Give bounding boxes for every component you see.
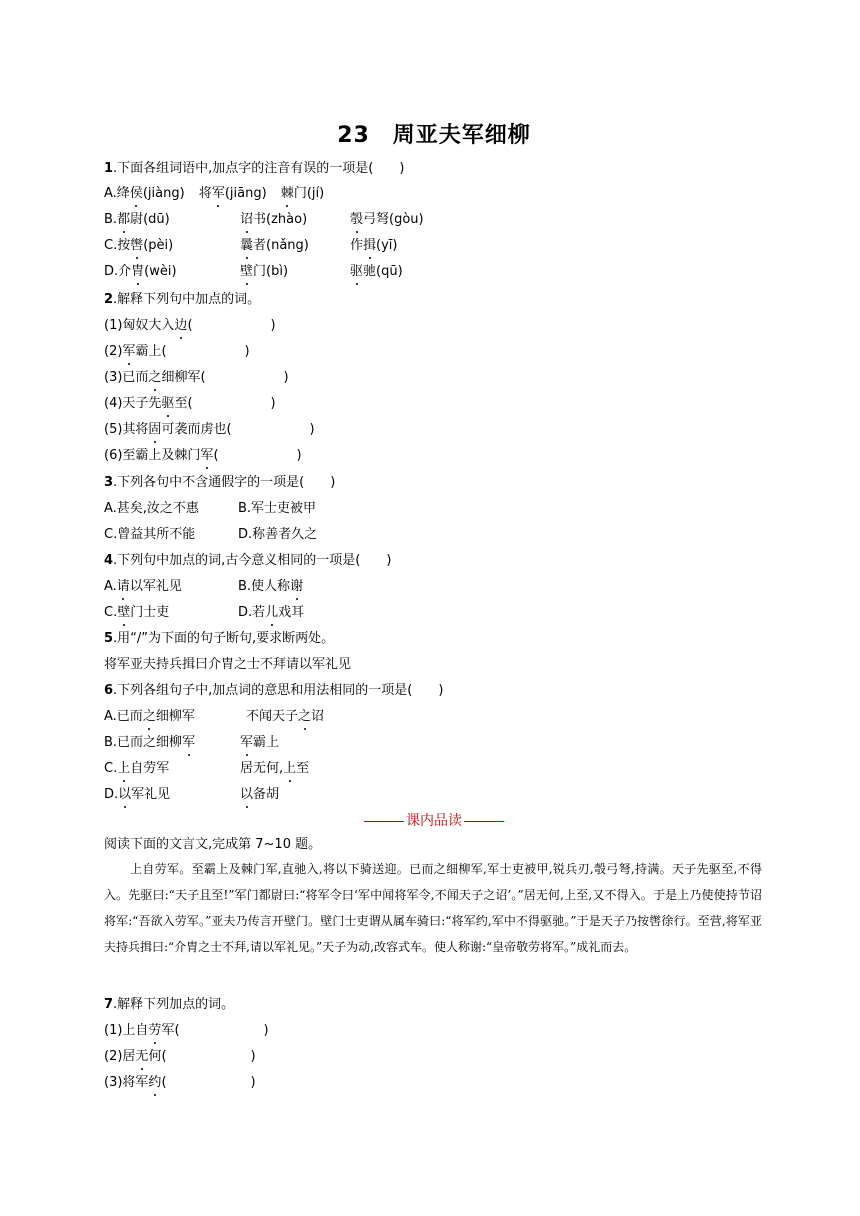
q1-a-3: 棘门(jí) xyxy=(280,186,325,201)
q3-stem: 3.下列各句中不含通假字的一项是( ) xyxy=(104,475,336,490)
q1-stem: 1.下面各组词语中,加点字的注音有误的一项是( ) xyxy=(104,161,405,176)
section-rule-left xyxy=(364,821,404,822)
q5-stem: 5.用“/”为下面的句子断句,要求断两处。 xyxy=(104,631,335,646)
section-rule-right xyxy=(464,821,504,822)
q6-stem: 6.下列各组句子中,加点词的意思和用法相同的一项是( ) xyxy=(104,683,444,698)
q2-item-2: (2)军霸上( ) xyxy=(104,344,250,359)
q2-item-4: (4)天子先驱至( ) xyxy=(104,396,276,411)
q7-item-3: (3)将军约( ) xyxy=(104,1075,256,1090)
q2-item-5: (5)其将固可袭而虏也( ) xyxy=(104,422,315,437)
q5-sentence: 将军亚夫持兵揖曰介胄之士不拜请以军礼见 xyxy=(104,657,352,672)
q7-stem: 7.解释下列加点的词。 xyxy=(104,997,235,1012)
q1-a-2: 将军(jiāng) xyxy=(198,186,267,201)
q1-option-a xyxy=(104,185,764,203)
section-header: 课内品读 xyxy=(104,810,764,830)
reading-intro: 阅读下面的文言文,完成第 7~10 题。 xyxy=(104,837,322,852)
q4-stem: 4.下列句中加点的词,古今意义相同的一项是( ) xyxy=(104,553,392,568)
page-title: 23 周亚夫军细柳 xyxy=(337,123,531,148)
reading-passage: 上自劳军。至霸上及棘门军,直驰入,将以下骑送迎。已而之细柳军,军士吏被甲,锐兵刃,彀弓弩,持满。天子先驱至,不得入。先驱曰:“天子且至!”军门都尉曰:“将军令曰‘军中闻将军令,不闻天子之诏’。”居无何,上至,又不得入。于是上乃使使持节诏将军:“吾欲入劳军。”亚夫乃传言开壁门。壁门士吏谓从属车骑曰:“将军约,军中不得驱驰。”于是天子乃按辔徐行。至营,将军亚夫持兵揖曰:“介胄之士不拜,请以军礼见。”天子为动,改容式车。使人称谢:“皇帝敬劳将军。”成礼而去。 xyxy=(104,862,762,954)
q2-stem: 2.解释下列句中加点的词。 xyxy=(104,292,261,307)
q2-item-1: (1)匈奴大入边( ) xyxy=(104,318,276,333)
q1-a-1: A.绛侯(jiàng) xyxy=(104,186,185,201)
q2-item-3: (3)已而之细柳军( ) xyxy=(104,370,289,385)
q7-item-2: (2)居无何( ) xyxy=(104,1049,256,1064)
q2-item-6: (6)至霸上及棘门军( ) xyxy=(104,448,302,463)
q7-item-1: (1)上自劳军( ) xyxy=(104,1023,269,1038)
